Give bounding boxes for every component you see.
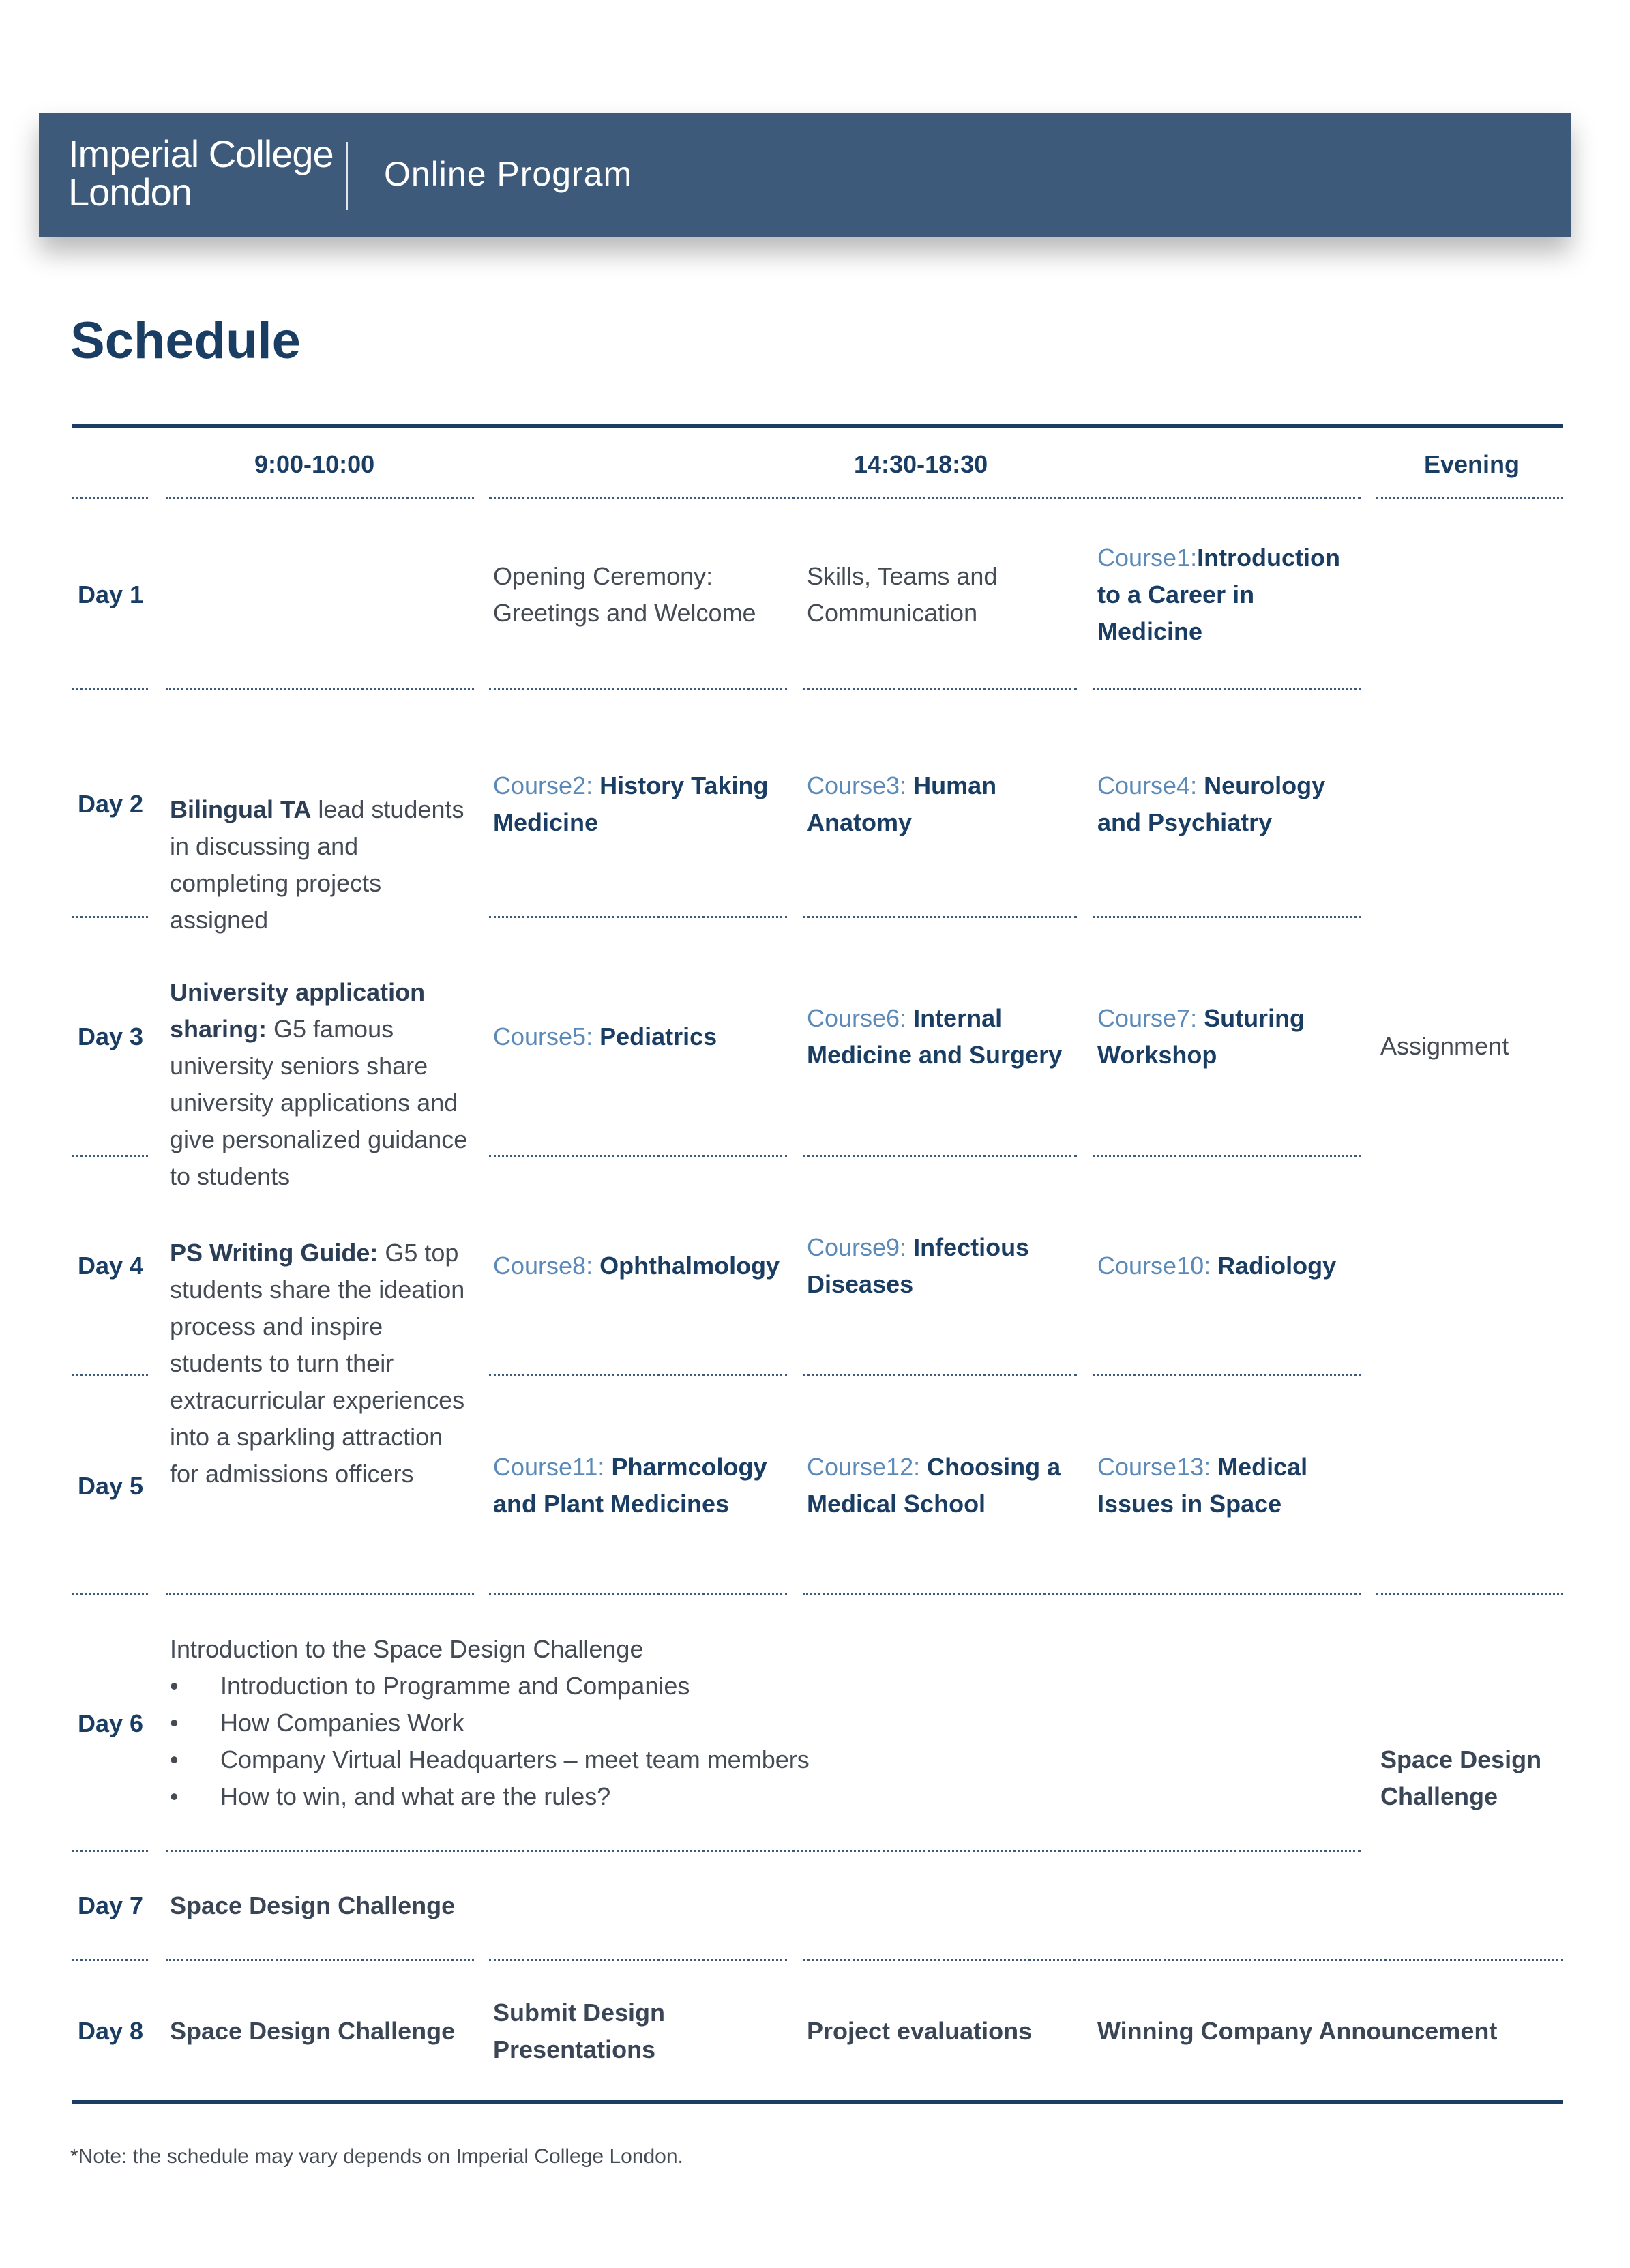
- program-label: Online Program: [384, 155, 633, 193]
- day-3-label: Day 3: [78, 1022, 144, 1050]
- list-item: • Introduction to Programme and Companies: [170, 1668, 1329, 1705]
- day-3-course-7: [1097, 1000, 1357, 1074]
- day-5-label: Day 5: [78, 1472, 144, 1500]
- day-3-course-5: [493, 1018, 793, 1055]
- divider: [803, 1374, 1077, 1376]
- course-title: Suturing Workshop: [1097, 1004, 1305, 1069]
- divider: [489, 1155, 787, 1157]
- course-number: Course3:: [807, 771, 914, 799]
- divider: [803, 1155, 1077, 1157]
- divider: [1093, 1155, 1361, 1157]
- course-number: Course11:: [493, 1453, 612, 1481]
- divider: [489, 1374, 787, 1376]
- divider: [803, 1593, 1361, 1595]
- evening-space-design-challenge: Space Design Challenge: [1380, 1746, 1542, 1810]
- day-7-morning: Space Design Challenge: [170, 1891, 456, 1919]
- list-item: • Company Virtual Headquarters – meet team members: [170, 1741, 1329, 1778]
- course-number: Course9:: [807, 1233, 914, 1261]
- divider: [803, 916, 1077, 918]
- day-4-course-8: [493, 1248, 793, 1284]
- divider: [166, 688, 474, 690]
- logo-line-1: Imperial College: [68, 132, 334, 175]
- divider: [166, 1850, 1361, 1852]
- day-2-morning: [170, 791, 477, 939]
- divider: [1376, 497, 1563, 499]
- divider: [166, 1593, 474, 1595]
- divider: [1376, 1593, 1563, 1595]
- day-8-evaluations: Project evaluations: [807, 2017, 1033, 2045]
- table-bottom-rule: [72, 2100, 1563, 2104]
- course-number: Course7:: [1097, 1004, 1204, 1032]
- day-8-label: Day 8: [78, 2017, 144, 2045]
- page-title: Schedule: [70, 312, 301, 370]
- day-4-morning: [170, 1235, 477, 1492]
- day-7-label: Day 7: [78, 1891, 144, 1919]
- course-title: Introduction to a Career in Medicine: [1097, 544, 1341, 645]
- course-title: Pharmcology and Plant Medicines: [493, 1453, 767, 1518]
- course-title: Internal Medicine and Surgery: [807, 1004, 1063, 1069]
- day-4-label: Day 4: [78, 1252, 144, 1280]
- divider: [1093, 688, 1361, 690]
- divider: [72, 497, 148, 499]
- course-number: Course5:: [493, 1022, 600, 1050]
- divider: [72, 1850, 148, 1852]
- morning-description: G5 famous university seniors share university applications and give personalized guidance to students: [170, 1015, 468, 1190]
- divider: [166, 497, 474, 499]
- course-number: Course13:: [1097, 1453, 1218, 1481]
- course-title: History Taking Medicine: [493, 771, 769, 836]
- day-6-label: Day 6: [78, 1709, 144, 1737]
- divider: [72, 1959, 148, 1961]
- logo-divider: [346, 142, 348, 210]
- day-1-session-1: Opening Ceremony: Greetings and Welcome: [493, 562, 756, 627]
- course-title: Pediatrics: [599, 1022, 717, 1050]
- course-number: Course6:: [807, 1004, 914, 1032]
- divider: [72, 1374, 148, 1376]
- space-challenge-intro: Introduction to the Space Design Challenge: [170, 1635, 644, 1663]
- course-number: Course4:: [1097, 771, 1204, 799]
- day-3-morning: [170, 974, 477, 1195]
- course-number: Course12:: [807, 1453, 928, 1481]
- divider: [1093, 1374, 1361, 1376]
- course-title: Neurology and Psychiatry: [1097, 771, 1326, 836]
- divider: [489, 1593, 787, 1595]
- logo-line-2: London: [68, 171, 192, 213]
- day-6-intro-block: [170, 1631, 1329, 1815]
- divider: [489, 688, 787, 690]
- divider: [803, 688, 1077, 690]
- imperial-college-logo[interactable]: [68, 132, 334, 213]
- day-4-course-9: [807, 1229, 1066, 1303]
- divider: [72, 916, 148, 918]
- divider: [166, 1959, 474, 1961]
- day-2-course-4: [1097, 767, 1357, 841]
- day-6-bullet-list: [170, 1668, 1329, 1815]
- evening-assignment: Assignment: [1380, 1032, 1509, 1060]
- course-number: Course1:: [1097, 544, 1198, 572]
- course-title: Radiology: [1217, 1252, 1337, 1280]
- list-item: • How to win, and what are the rules?: [170, 1778, 1329, 1815]
- divider: [803, 1959, 1563, 1961]
- day-5-course-11: [493, 1449, 800, 1522]
- morning-description: G5 top students share the ideation process and inspire students to turn their extracurricular experiences into a sparkling attraction for admissions officers: [170, 1239, 465, 1488]
- day-2-course-3: [807, 767, 1066, 841]
- day-5-course-13: [1097, 1449, 1357, 1522]
- day-1-label: Day 1: [78, 580, 144, 608]
- day-1-course-1: [1097, 540, 1357, 650]
- divider: [72, 1155, 148, 1157]
- divider: [489, 916, 787, 918]
- morning-title: PS Writing Guide:: [170, 1239, 379, 1267]
- day-3-course-6: [807, 1000, 1080, 1074]
- divider: [1093, 916, 1361, 918]
- day-2-course-2: [493, 767, 793, 841]
- day-2-label: Day 2: [78, 790, 144, 818]
- day-1-session-2: Skills, Teams and Communication: [807, 562, 998, 627]
- course-title: Human Anatomy: [807, 771, 997, 836]
- course-number: Course10:: [1097, 1252, 1218, 1280]
- course-title: Medical Issues in Space: [1097, 1453, 1308, 1518]
- course-title: Infectious Diseases: [807, 1233, 1030, 1298]
- day-8-announcement: Winning Company Announcement: [1097, 2017, 1498, 2045]
- divider: [489, 497, 1361, 499]
- header-afternoon: 14:30-18:30: [854, 450, 988, 478]
- morning-title: Bilingual TA: [170, 795, 312, 823]
- course-title: Choosing a Medical School: [807, 1453, 1061, 1518]
- day-5-course-12: [807, 1449, 1080, 1522]
- course-title: Ophthalmology: [599, 1252, 780, 1280]
- header-morning: 9:00-10:00: [254, 450, 375, 478]
- course-number: Course8:: [493, 1252, 600, 1280]
- divider: [489, 1959, 787, 1961]
- divider: [72, 688, 148, 690]
- morning-title: University application sharing:: [170, 978, 426, 1043]
- header-evening: Evening: [1424, 450, 1520, 478]
- course-number: Course2:: [493, 771, 600, 799]
- list-item: • How Companies Work: [170, 1705, 1329, 1741]
- morning-description: lead students in discussing and completing projects assigned: [170, 795, 464, 934]
- table-top-rule: [72, 424, 1563, 428]
- divider: [72, 1593, 148, 1595]
- day-8-morning: Space Design Challenge: [170, 2017, 456, 2045]
- day-4-course-10: [1097, 1248, 1357, 1284]
- schedule-note: *Note: the schedule may vary depends on Imperial College London.: [70, 2145, 683, 2168]
- day-8-submit: Submit Design Presentations: [493, 1999, 666, 2063]
